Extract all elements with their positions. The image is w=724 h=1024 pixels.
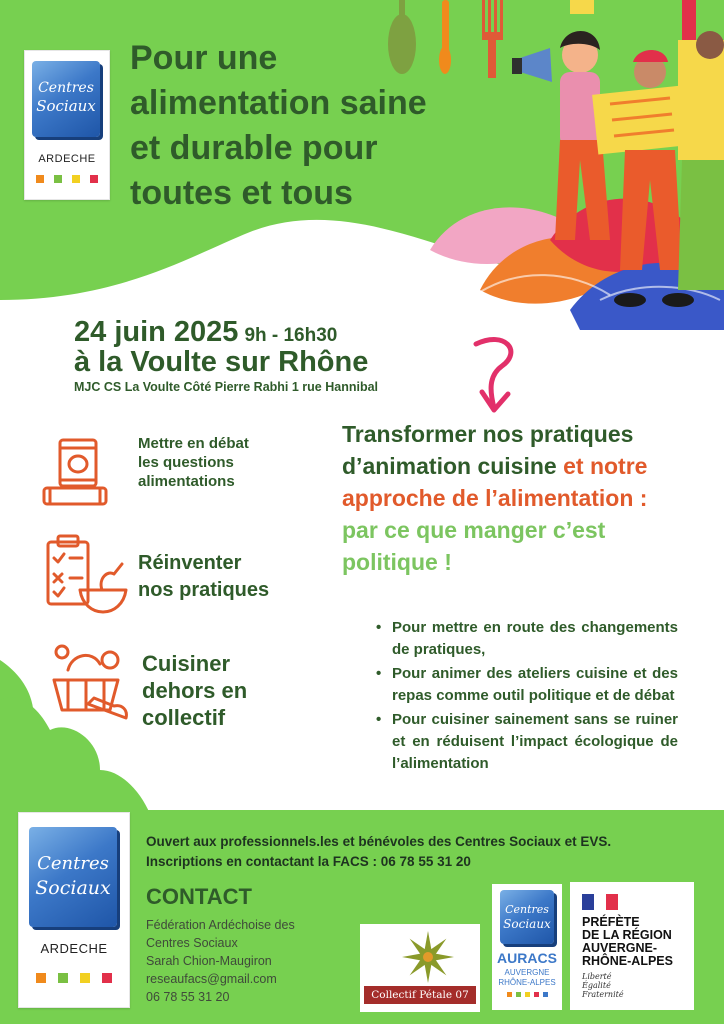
centres-sociaux-logo	[24, 50, 110, 200]
feature-line: alimentations	[138, 473, 235, 490]
logo-cube	[32, 61, 100, 137]
auracs-region-line: RHÔNE-ALPES	[498, 978, 556, 987]
auracs-color-dots	[492, 992, 562, 997]
feature-line: les questions	[138, 454, 234, 471]
contact-details	[146, 916, 295, 1006]
motto-line: Liberté	[582, 972, 612, 981]
message-part-orange: et notre approche de l’alimentation :	[342, 453, 648, 511]
prefecture-line: PRÉFÈTE	[582, 915, 640, 929]
petale-logo	[360, 924, 480, 1012]
auracs-script-line1: Centres	[505, 903, 549, 916]
auracs-cube	[500, 890, 554, 944]
audience-info	[146, 832, 716, 872]
title-line: alimentation saine	[130, 84, 427, 122]
main-message	[342, 418, 682, 578]
footer-logo-script-line2: Sociaux	[35, 877, 111, 899]
goals-list	[374, 617, 678, 777]
footer-logo-script-line1: Centres	[37, 853, 109, 874]
footer-centres-sociaux-logo	[18, 812, 130, 1008]
snack-bag-icon	[40, 436, 112, 514]
logo-script-line2: Sociaux	[36, 97, 96, 115]
prefecture-logo	[570, 882, 694, 1010]
feature-line: dehors en	[142, 678, 248, 703]
event-place: à la Voulte sur Rhône	[74, 346, 369, 378]
prefecture-line: RHÔNE-ALPES	[582, 954, 673, 968]
open-line: Ouvert aux professionnels.les et bénévoles des Centres Sociaux et EVS.	[146, 834, 612, 849]
prefecture-line: DE LA RÉGION	[582, 928, 672, 942]
prefecture-name	[582, 916, 673, 968]
contact-person: Sarah Chion-Maugiron	[146, 954, 272, 968]
event-date: 24 juin 2025	[74, 316, 239, 348]
auracs-logo	[492, 884, 562, 1010]
footer-wave	[0, 690, 160, 814]
feature-cook-outside	[142, 650, 332, 731]
goal-item: • Pour cuisiner sainement sans se ruiner et en réduisent l’impact écologique de l’alimentation	[374, 709, 678, 775]
title-line: Pour une	[130, 39, 278, 77]
event-address: MJC CS La Voulte Côté Pierre Rabhi 1 rue Hannibal	[74, 380, 378, 394]
auracs-region-line: AUVERGNE	[504, 968, 550, 977]
inscription-line: Inscriptions en contactant la FACS : 06 78 55 31 20	[146, 854, 471, 869]
prefecture-motto	[582, 972, 624, 999]
event-date-line	[74, 316, 337, 349]
feature-reinvent	[138, 550, 328, 604]
contact-phone: 06 78 55 31 20	[146, 990, 230, 1004]
contact-title: CONTACT	[146, 884, 252, 909]
french-flag-icon	[582, 894, 618, 910]
footer-logo-cube	[29, 827, 117, 927]
auracs-script-line2: Sociaux	[503, 917, 551, 931]
prefecture-line: AUVERGNE-	[582, 941, 658, 955]
feature-line: Réinventer	[138, 552, 242, 574]
logo-color-dots	[25, 175, 109, 183]
logo-caption: ARDECHE	[38, 153, 96, 165]
goal-item: • Pour animer des ateliers cuisine et des repas comme outil politique et de débat	[374, 663, 678, 707]
feature-line: nos pratiques	[138, 579, 270, 601]
title-line: toutes et tous	[130, 174, 353, 212]
petale-label: Collectif Pétale 07	[364, 986, 476, 1004]
contact-email[interactable]: reseaufacs@gmail.com	[146, 972, 277, 986]
footer-logo-color-dots	[19, 973, 129, 983]
page-title	[130, 36, 530, 216]
message-part-lightgreen: par ce que manger c’est politique !	[342, 517, 606, 575]
arrow-icon	[466, 330, 526, 416]
feature-debate	[138, 434, 328, 491]
title-line: et durable pour	[130, 129, 378, 167]
feature-line: collectif	[142, 705, 226, 730]
footer-logo-caption: ARDECHE	[40, 941, 108, 956]
motto-line: Fraternité	[582, 990, 624, 999]
message-part-green: Transformer nos pratiques d’animation cuisine	[342, 421, 634, 479]
motto-line: Égalité	[582, 981, 611, 990]
logo-script-line1: Centres	[38, 80, 94, 96]
checklist-bowl-icon	[42, 534, 128, 614]
contact-org: Fédération Ardéchoise des	[146, 918, 295, 932]
flower-icon	[400, 928, 456, 986]
feature-line: Cuisiner	[142, 651, 231, 676]
feature-line: Mettre en débat	[138, 435, 249, 452]
event-time: 9h - 16h30	[244, 325, 338, 346]
auracs-region	[492, 968, 562, 988]
contact-org: Centres Sociaux	[146, 936, 238, 950]
auracs-name: AURACS	[497, 950, 557, 966]
goal-item: • Pour mettre en route des changements de pratiques,	[374, 617, 678, 661]
